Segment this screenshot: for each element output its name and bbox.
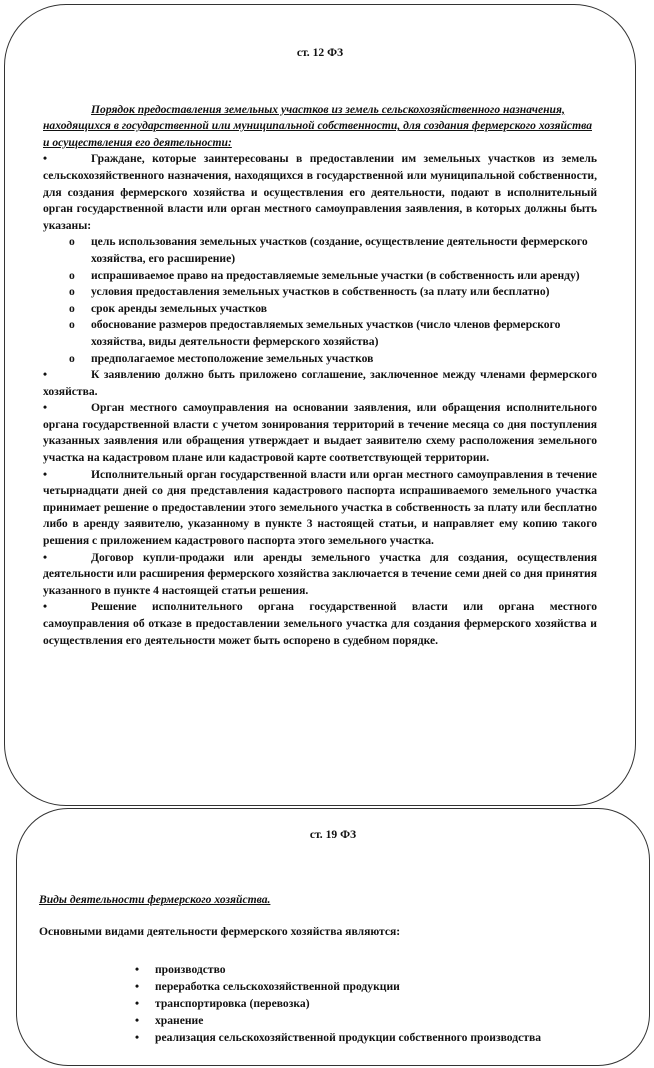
- requirement-item: o цель использования земельных участков (создание, осуществление деятельности фермерского хозяйства, его расширение): [69, 235, 588, 265]
- sub-marker: o: [69, 285, 75, 299]
- bullet-marker: •: [43, 467, 48, 481]
- activities-list: [39, 961, 627, 1046]
- bullet-marker: •: [135, 979, 140, 993]
- article-12-title: ст. 12 ФЗ: [296, 46, 344, 59]
- requirement-item: o условия предоставления земельных участков в собственность (за плату или бесплатно): [43, 284, 597, 301]
- sub-marker: o: [69, 351, 75, 365]
- article-12-paragraph-4: • Исполнительный орган государственной власти или орган местного самоуправления в течение четырнадцати дней со дня представления кадастрового паспорта испрашиваемого земельного участка принимает решение о предоставлении этого земельного участка в собственность за плату или бесплатно либо в аренду заявителю, указанному в пункте 3 настоящей статьи, и направляет ему копию такого решения с приложением кадастрового паспорта этого земельного участка.: [43, 467, 597, 548]
- activity-item: • транспортировка (перевозка): [135, 996, 310, 1010]
- bullet-marker: •: [135, 962, 140, 976]
- article-12-heading: Порядок предоставления земельных участков из земель сельскохозяйственного назначения, находящихся в государственной или муниципальной собственности, для создания фермерского хозяйства и осуществления его деятельности:: [43, 102, 592, 149]
- bullet-marker: •: [135, 1013, 140, 1027]
- article-12-paragraph-6: • Решение исполнительного органа государственной власти или органа местного самоуправления об отказе в предоставлении земельного участка для создания фермерского хозяйства и осуществления его деятельности может быть оспорено в судебном порядке.: [43, 600, 597, 647]
- requirement-item: o обоснование размеров предоставляемых земельных участков (число членов фермерского хозяйства, виды деятельности фермерского хозяйства): [69, 318, 561, 348]
- article-19-heading: Виды деятельности фермерского хозяйства.: [39, 892, 271, 906]
- activity-item: • производство: [135, 962, 226, 976]
- activity-item: • хранение: [135, 1013, 204, 1027]
- requirement-item: o срок аренды земельных участков: [43, 301, 597, 318]
- sub-marker: o: [69, 301, 75, 315]
- activity-item: • переработка сельскохозяйственной продукции: [135, 979, 400, 993]
- bullet-marker: •: [43, 152, 48, 166]
- article-12-paragraph-1: • Граждане, которые заинтересованы в предоставлении им земельных участков из земель сельскохозяйственного назначения, находящихся в государственной или муниципальной собственности, для создания фермерского хозяйства и осуществления его деятельности, подают в исполнительный орган государственной власти или орган местного самоуправления заявления, в которых должны быть указаны:: [43, 152, 597, 232]
- article-12-paragraph-5: • Договор купли-продажи или аренды земельного участка для создания, осуществления деятельности или расширения фермерского хозяйства заключается в течение семи дней со дня принятия указанного в пункте 4 настоящей статьи решения.: [43, 550, 597, 597]
- bullet-marker: •: [43, 550, 48, 564]
- requirements-list: [43, 234, 597, 367]
- sub-marker: o: [69, 235, 75, 249]
- article-12-box: [4, 4, 636, 806]
- bullet-marker: •: [135, 1030, 140, 1044]
- requirement-item: o испрашиваемое право на предоставляемые земельные участки (в собственность или аренду): [43, 268, 597, 285]
- article-19-box: [16, 808, 650, 1066]
- bullet-marker: •: [43, 368, 48, 382]
- article-19-title: ст. 19 ФЗ: [309, 828, 357, 841]
- sub-marker: o: [69, 318, 75, 332]
- article-12-paragraph-2: • К заявлению должно быть приложено соглашение, заключенное между членами фермерского хозяйства.: [43, 368, 597, 398]
- bullet-marker: •: [43, 401, 48, 415]
- article-12-paragraph-3: • Орган местного самоуправления на основании заявления, или обращения исполнительного органа государственной власти с учетом зонирования территорий в течение месяца со дня поступления указанных заявления или обращения утверждает и выдает заявителю схему расположения земельного участка на кадастровом плане или кадастровой карте соответствующей территории.: [43, 401, 597, 465]
- requirement-item: o предполагаемое местоположение земельных участков: [43, 351, 597, 368]
- sub-marker: o: [69, 268, 75, 282]
- activity-item: • реализация сельскохозяйственной продукции собственного производства: [135, 1030, 542, 1044]
- article-19-intro: Основными видами деятельности фермерского хозяйства являются:: [39, 925, 401, 939]
- bullet-marker: •: [43, 600, 48, 614]
- bullet-marker: •: [135, 996, 140, 1010]
